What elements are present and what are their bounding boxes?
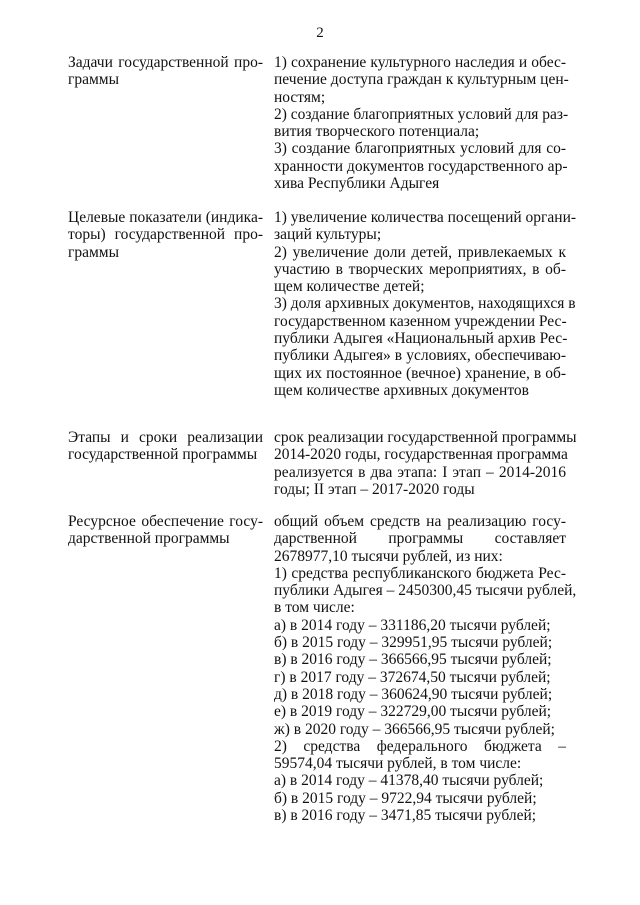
label-line: торы) государственной про-	[68, 226, 263, 244]
row-label	[68, 429, 263, 464]
value-line: е) в 2019 году – 322729,00 тысячи рублей;	[274, 703, 552, 721]
row-label	[68, 54, 263, 89]
value-line: 1) сохранение культурного наследия и обес-	[274, 54, 566, 71]
value-line: 3) создание благоприятных условий для со-	[274, 140, 566, 158]
row-value	[274, 209, 577, 399]
value-line: а) в 2014 году – 41378,40 тысячи рублей;	[274, 772, 544, 790]
value-line: участию в творческих мероприятиях, в об-	[274, 260, 566, 278]
label-line: Целевые показатели (индика-	[68, 209, 263, 226]
page-number: 2	[316, 25, 324, 41]
value-line: срок реализации государственной программы	[274, 429, 577, 446]
value-line: 1) средства республиканского бюджета Рес-	[274, 564, 566, 582]
value-line: в) в 2016 году – 3471,85 тысячи рублей;	[274, 807, 537, 825]
row-label	[68, 513, 263, 548]
value-line: публики Адыгея» в условиях, обеспечиваю-	[274, 347, 566, 365]
value-line: 2) увеличение доли детей, привлекаемых к	[274, 243, 566, 261]
value-line: в том числе:	[274, 599, 355, 617]
value-line: ностям;	[274, 88, 326, 106]
label-line: дарственной программы	[68, 530, 230, 548]
value-line: г) в 2017 году – 372674,50 тысячи рублей;	[274, 668, 551, 686]
value-line: реализуется в два этапа: I этап – 2014-2016	[274, 463, 566, 481]
value-line: заций культуры;	[274, 226, 382, 244]
row-value	[274, 513, 577, 825]
value-line: публики Адыгея – 2450300,45 тысячи рублей,	[274, 582, 577, 600]
value-line: а) в 2014 году – 331186,20 тысячи рублей;	[274, 616, 551, 634]
label-line: граммы	[68, 243, 120, 261]
value-line: щем количестве детей;	[274, 278, 425, 296]
value-line: государственном казенном учреждении Рес-	[274, 312, 567, 330]
value-line: щих их постоянное (вечное) хранение, в об-	[274, 364, 566, 382]
label-line: государственной программы	[68, 446, 258, 464]
value-line: общий объем средств на реализацию госу-	[274, 513, 566, 530]
value-line: дарственной программы составляет	[274, 530, 566, 548]
value-line: 2) создание благоприятных условий для раз-	[274, 105, 569, 123]
value-line: хива Республики Адыгея	[274, 175, 440, 193]
value-line: годы; II этап – 2017-2020 годы	[274, 480, 475, 498]
value-line: ж) в 2020 году – 366566,95 тысячи рублей;	[274, 720, 555, 738]
row-label	[68, 209, 263, 261]
value-line: 2678977,10 тысячи рублей, из них:	[274, 547, 503, 565]
value-line: 2) средства федерального бюджета –	[274, 737, 566, 755]
value-line: 2014-2020 годы, государственная программа	[274, 446, 568, 464]
value-line: б) в 2015 году – 329951,95 тысячи рублей;	[274, 634, 553, 652]
value-line: б) в 2015 году – 9722,94 тысячи рублей;	[274, 789, 537, 807]
label-line: Ресурсное обеспечение госу-	[68, 513, 263, 530]
label-line: граммы	[68, 71, 120, 89]
value-line: 3) доля архивных документов, находящихся в	[274, 295, 576, 313]
value-line: 59574,04 тысячи рублей, в том числе:	[274, 755, 522, 773]
value-line: в) в 2016 году – 366566,95 тысячи рублей;	[274, 651, 552, 669]
label-line: Задачи государственной про-	[68, 54, 263, 71]
value-line: хранности документов государственного ар-	[274, 157, 568, 175]
value-line: печение доступа граждан к культурным цен-	[274, 71, 569, 89]
label-line: Этапы и сроки реализации	[68, 429, 263, 446]
row-value	[274, 54, 569, 193]
value-line: вития творческого потенциала;	[274, 123, 480, 141]
value-line: д) в 2018 году – 360624,90 тысячи рублей;	[274, 685, 553, 703]
value-line: 1) увеличение количества посещений органи-	[274, 209, 577, 226]
row-value	[274, 429, 577, 498]
value-line: щем количестве архивных документов	[274, 381, 529, 399]
value-line: публики Адыгея «Национальный архив Рес-	[274, 330, 568, 348]
